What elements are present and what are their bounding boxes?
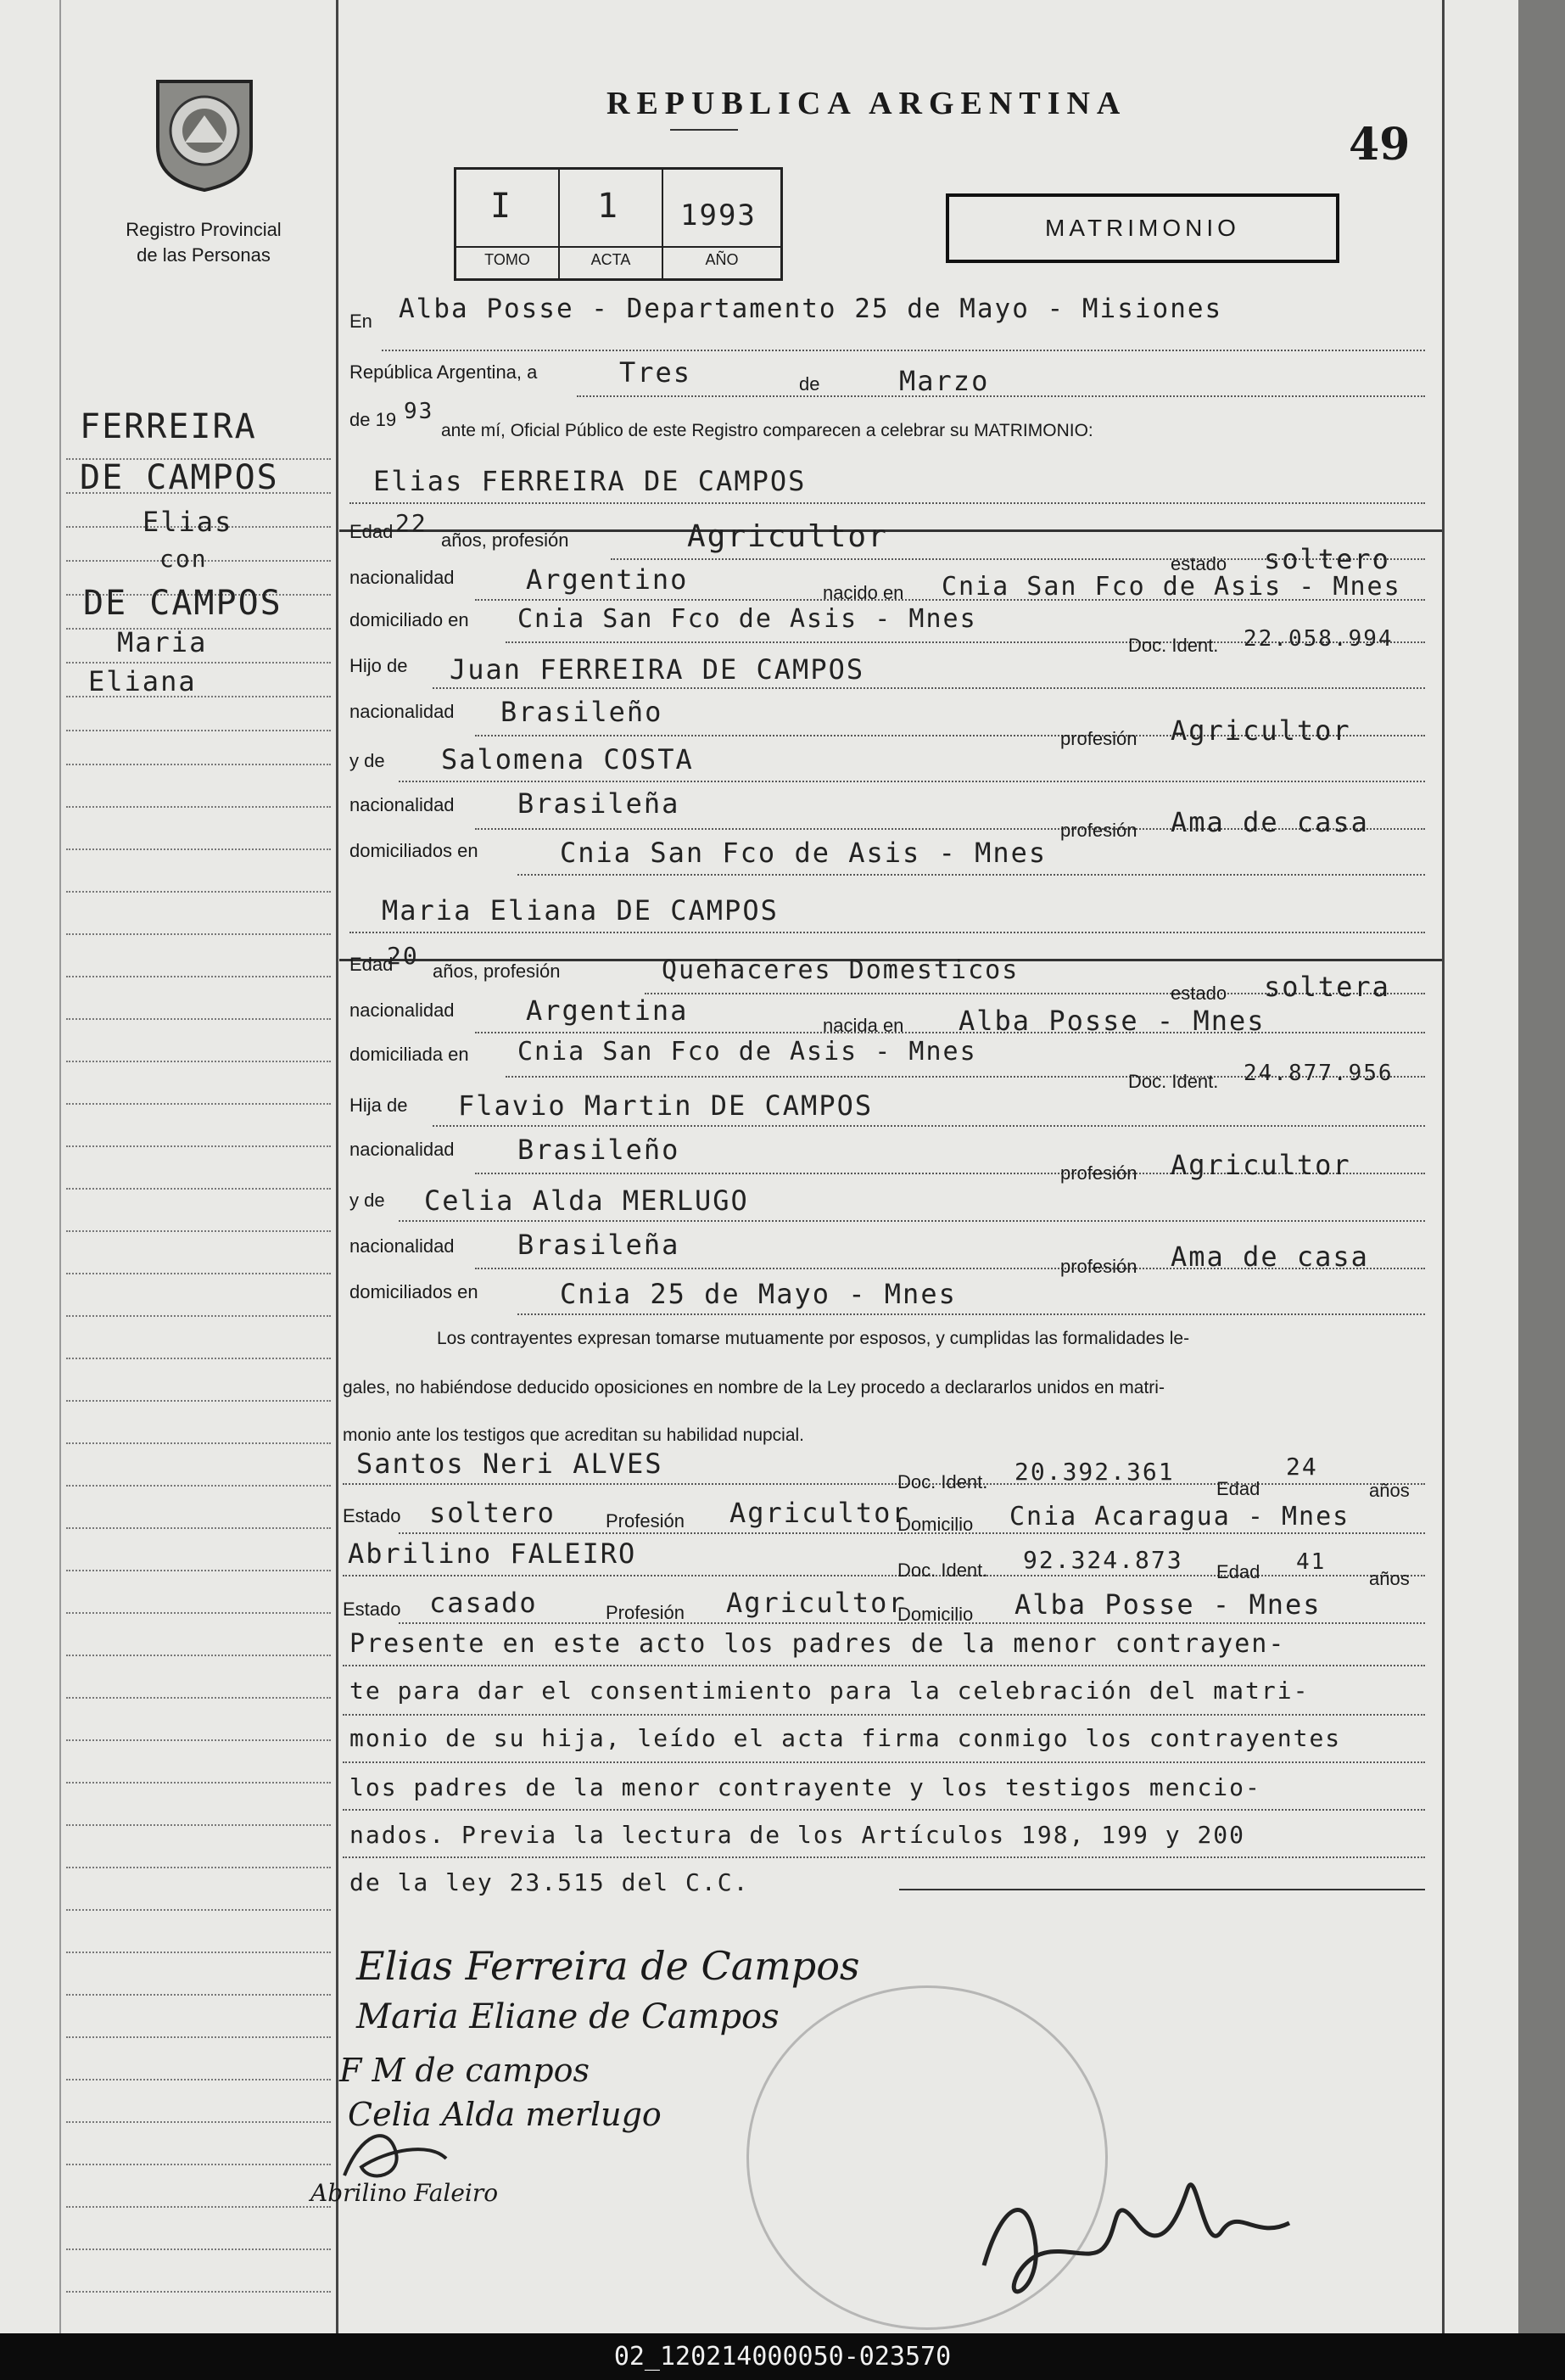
margin-rule (66, 891, 331, 893)
place-value: Alba Posse - Departamento 25 de Mayo - Misiones (399, 294, 1223, 324)
margin-rule (66, 1612, 331, 1614)
bride-father-nationality: Brasileño (517, 1134, 680, 1166)
bride-father-profession: Agricultor (1171, 1149, 1351, 1181)
dotline (399, 781, 1425, 782)
margin-rule (66, 848, 331, 850)
margin-rule (66, 2121, 331, 2123)
dotline (349, 502, 1425, 504)
label-yde: y de (349, 750, 385, 771)
margin-rule (66, 764, 331, 765)
margin-rule (66, 1061, 331, 1062)
groom-nationality: Argentino (526, 563, 689, 596)
label-nacionalidad: nacionalidad (349, 567, 455, 588)
margin-rule (66, 806, 331, 808)
note-line-2: te para dar el consentimiento para la celebración del matri- (349, 1677, 1310, 1705)
label-nacionalidad: nacionalidad (349, 1235, 455, 1257)
margin-rule (66, 976, 331, 977)
margin-rule (66, 1570, 331, 1571)
label-year-prefix: de 19 (349, 409, 397, 430)
label-doc-ident: Doc. Ident. (1128, 635, 1219, 656)
label-anos-profesion: años, profesión (433, 960, 561, 982)
ano-cell (663, 170, 780, 278)
signature-witness2: Abrilino Faleiro (310, 2179, 499, 2207)
acta-cell (560, 170, 663, 278)
bride-father: Flavio Martin DE CAMPOS (458, 1089, 874, 1122)
groom-father-profession: Agricultor (1171, 714, 1351, 747)
label-domicilio: Domicilio (897, 1604, 974, 1625)
margin-rule (66, 1103, 331, 1105)
label-domicilio: Domicilio (897, 1514, 974, 1535)
record-box (454, 167, 783, 281)
tomo-value: I (490, 187, 513, 226)
margin-rule (66, 1952, 331, 1953)
groom-age: 22 (395, 509, 428, 537)
margin-rule (66, 2036, 331, 2038)
groom-doc: 22.058.994 (1244, 626, 1394, 652)
witness2-name: Abrilino FALEIRO (348, 1537, 637, 1570)
bride-birthplace: Alba Posse - Mnes (959, 1005, 1266, 1037)
margin-rule (66, 2164, 331, 2165)
label-nacionalidad: nacionalidad (349, 701, 455, 722)
margin-rule (66, 1782, 331, 1784)
bride-estado: soltera (1264, 971, 1390, 1003)
label-de: de (799, 373, 820, 395)
acta-label: ACTA (560, 246, 662, 269)
margin-con: con (159, 545, 208, 573)
margin-rule (66, 2248, 331, 2250)
margin-rule (66, 1188, 331, 1190)
signature-bride-father: F M de campos (339, 2052, 590, 2089)
margin-rule (66, 1400, 331, 1402)
groom-mother: Salomena COSTA (441, 743, 694, 776)
note-line-4: los padres de la menor contrayente y los testigos mencio- (349, 1773, 1261, 1801)
dotline (343, 1575, 1425, 1576)
margin-rule (66, 1442, 331, 1444)
margin-rule (66, 1867, 331, 1868)
margin-bride-name-2: Eliana (88, 665, 197, 697)
margin-rule (66, 1909, 331, 1911)
margin-rule (66, 662, 331, 664)
label-estado: Estado (343, 1505, 401, 1526)
formal-text-line-1: Los contrayentes expresan tomarse mutuamente por esposos, y cumplidas las formalidades le- (437, 1329, 1190, 1348)
dotline (433, 1125, 1425, 1127)
label-edad: Edad (1216, 1478, 1260, 1499)
label-domiciliado: domiciliado en (349, 609, 469, 630)
note-line-1: Presente en este acto los padres de la menor contrayen- (349, 1629, 1286, 1659)
label-domiciliados: domiciliados en (349, 840, 478, 861)
dotline (343, 1483, 1425, 1485)
official-signature (967, 2138, 1323, 2308)
label-yde: y de (349, 1190, 385, 1211)
groom-father-nationality: Brasileño (500, 696, 663, 728)
formal-text-line-2: gales, no habiéndose deducido oposiciones en nombre de la Ley procedo a declararlos unidos en matri- (343, 1378, 1165, 1397)
margin-rule (66, 1655, 331, 1656)
label-nacido: nacido en (823, 582, 904, 603)
groom-estado: soltero (1264, 543, 1390, 575)
registry-line-1: Registro Provincial (126, 219, 282, 240)
bride-parents-domicile: Cnia 25 de Mayo - Mnes (560, 1278, 957, 1310)
dotline (343, 1761, 1425, 1763)
groom-father: Juan FERREIRA DE CAMPOS (450, 653, 865, 686)
margin-rule (66, 1358, 331, 1359)
label-profesion: Profesión (606, 1510, 685, 1532)
margin-bride-surname: DE CAMPOS (83, 584, 282, 623)
label-republica: República Argentina, a (349, 361, 538, 383)
label-edad: Edad (349, 954, 394, 975)
label-nacida: nacida en (823, 1015, 904, 1036)
column-divider (336, 0, 338, 2333)
registry-line-2: de las Personas (137, 244, 271, 266)
witness2-profession: Agricultor (726, 1587, 907, 1619)
margin-rule (66, 1697, 331, 1699)
label-anos: años (1369, 1480, 1410, 1501)
groom-mother-profession: Ama de casa (1171, 806, 1369, 838)
witness2-age: 41 (1296, 1549, 1327, 1575)
label-profesion: profesión (1060, 728, 1137, 749)
closing-rule (899, 1889, 1425, 1890)
bride-name: Maria Eliana DE CAMPOS (382, 894, 779, 927)
margin-surname: FERREIRA (80, 407, 257, 446)
left-border-line (59, 0, 61, 2333)
witness1-age: 24 (1286, 1453, 1318, 1481)
ano-value: 1993 (680, 199, 757, 232)
dotline (343, 1856, 1425, 1858)
label-profesion: Profesión (606, 1602, 685, 1623)
year-value: 93 (404, 399, 434, 424)
witness1-estado: soltero (429, 1497, 556, 1529)
witness2-estado: casado (429, 1587, 538, 1619)
dotline (517, 874, 1425, 876)
groom-birthplace: Cnia San Fco de Asis - Mnes (942, 572, 1401, 602)
label-estado: estado (1171, 553, 1227, 574)
tomo-cell (456, 170, 560, 278)
label-anos: años (1369, 1568, 1410, 1589)
label-profesion: profesión (1060, 820, 1137, 841)
label-profesion: profesión (1060, 1162, 1137, 1184)
registry-name (102, 217, 305, 268)
label-estado: estado (1171, 983, 1227, 1004)
witness1-doc: 20.392.361 (1014, 1458, 1175, 1486)
margin-rule (66, 1230, 331, 1232)
signature-bride: Maria Eliane de Campos (356, 1997, 780, 2036)
label-en: En (349, 311, 372, 332)
note-line-3: monio de su hija, leído el acta firma conmigo los contrayentes (349, 1724, 1342, 1752)
witness2-domicile: Alba Posse - Mnes (1014, 1588, 1322, 1621)
signature-bride-mother: Celia Alda merlugo (348, 2096, 662, 2133)
margin-groom-name: Elias (143, 506, 233, 538)
right-border-line (1442, 0, 1445, 2333)
margin-surname-2: DE CAMPOS (80, 458, 279, 497)
margin-rule (66, 1018, 331, 1020)
bride-mother: Celia Alda MERLUGO (424, 1184, 749, 1217)
provincial-seal-icon (151, 75, 258, 193)
ano-label: AÑO (663, 246, 780, 269)
margin-rule (66, 1994, 331, 1996)
image-id: 02_120214000050-023570 (613, 2342, 952, 2372)
dotline (382, 350, 1425, 351)
witness1-domicile: Cnia Acaragua - Mnes (1009, 1502, 1350, 1532)
page-number: 49 (1349, 119, 1411, 171)
witness1-name: Santos Neri ALVES (356, 1448, 663, 1480)
dotline (349, 932, 1425, 933)
dotline (517, 1313, 1425, 1315)
bride-doc: 24.877.956 (1244, 1061, 1394, 1086)
label-profesion: profesión (1060, 1256, 1137, 1277)
witness1-profession: Agricultor (729, 1497, 910, 1529)
label-doc-ident: Doc. Ident. (897, 1560, 988, 1581)
bride-nationality: Argentina (526, 994, 689, 1027)
formal-text-line-3: monio ante los testigos que acreditan su habilidad nupcial. (343, 1425, 805, 1445)
label-edad: Edad (349, 521, 394, 542)
margin-rule (66, 1739, 331, 1741)
dotline (399, 1220, 1425, 1222)
dotline (343, 1665, 1425, 1666)
margin-rule (66, 1145, 331, 1147)
label-nacionalidad: nacionalidad (349, 794, 455, 815)
dotline (433, 687, 1425, 689)
margin-rule (66, 1315, 331, 1317)
margin-rule (66, 730, 331, 731)
doc-type-label: MATRIMONIO (1045, 215, 1240, 241)
dotline (343, 1714, 1425, 1716)
label-anos-profesion: años, profesión (441, 529, 569, 551)
margin-bride-name: Maria (117, 626, 208, 658)
tomo-label: TOMO (456, 246, 558, 269)
margin-column (66, 399, 331, 2308)
margin-rule (66, 2079, 331, 2080)
acta-value: 1 (597, 187, 620, 226)
dotline (577, 395, 1425, 397)
groom-mother-nationality: Brasileña (517, 787, 680, 820)
bride-age: 20 (387, 942, 419, 970)
margin-rule (66, 2291, 331, 2293)
bride-mother-nationality: Brasileña (517, 1229, 680, 1261)
groom-domicile: Cnia San Fco de Asis - Mnes (517, 604, 977, 634)
groom-name: Elias FERREIRA DE CAMPOS (373, 465, 807, 497)
label-hija: Hija de (349, 1095, 408, 1116)
note-line-5: nados. Previa la lectura de los Artículos 198, 199 y 200 (349, 1821, 1246, 1849)
month-value: Marzo (899, 365, 990, 397)
dotline (343, 1809, 1425, 1811)
margin-rule (66, 2206, 331, 2208)
page-edge (1518, 0, 1565, 2333)
label-intro: ante mí, Oficial Público de este Registro comparecen a celebrar su MATRIMONIO: (441, 421, 1093, 440)
label-doc-ident: Doc. Ident. (897, 1471, 988, 1492)
bride-profession: Quehaceres Domesticos (662, 955, 1020, 985)
country-title: REPUBLICA ARGENTINA (606, 86, 1127, 121)
margin-rule (66, 1485, 331, 1487)
groom-profession: Agricultor (687, 519, 888, 554)
margin-rule (66, 933, 331, 935)
country-underline (670, 129, 738, 131)
label-domiciliados: domiciliados en (349, 1281, 478, 1302)
label-estado: Estado (343, 1599, 401, 1620)
label-hijo: Hijo de (349, 655, 408, 676)
margin-rule (66, 1824, 331, 1826)
image-footer (0, 2333, 1565, 2380)
label-nacionalidad: nacionalidad (349, 1000, 455, 1021)
day-value: Tres (619, 356, 692, 389)
witness2-doc: 92.324.873 (1023, 1546, 1183, 1574)
groom-parents-domicile: Cnia San Fco de Asis - Mnes (560, 837, 1048, 869)
label-doc-ident: Doc. Ident. (1128, 1071, 1219, 1092)
note-line-6: de la ley 23.515 del C.C. (349, 1868, 750, 1896)
doc-type-box (946, 193, 1339, 263)
signature-groom: Elias Ferreira de Campos (356, 1943, 860, 1989)
label-edad: Edad (1216, 1561, 1260, 1582)
dotline (475, 1032, 1425, 1033)
label-nacionalidad: nacionalidad (349, 1139, 455, 1160)
bride-mother-profession: Ama de casa (1171, 1240, 1369, 1273)
bride-domicile: Cnia San Fco de Asis - Mnes (517, 1037, 977, 1067)
margin-rule (66, 1527, 331, 1529)
margin-rule (66, 1273, 331, 1274)
label-domiciliada: domiciliada en (349, 1044, 469, 1065)
